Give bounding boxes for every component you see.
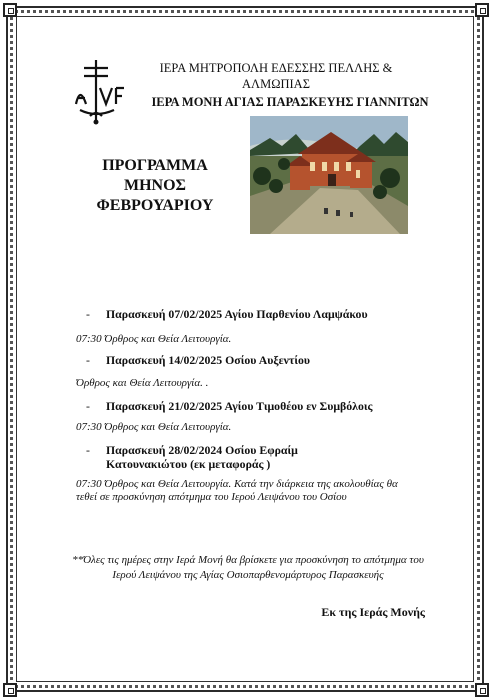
corner-ornament-top-right xyxy=(475,3,489,17)
event-note: 07:30 Όρθρος και Θεία Λειτουργία. xyxy=(76,421,232,433)
list-dash: - xyxy=(86,399,90,413)
signature: Εκ της Ιεράς Μονής xyxy=(321,605,425,619)
list-dash: - xyxy=(86,307,90,321)
monastery-logo xyxy=(70,58,134,128)
monastery-painting xyxy=(250,116,408,234)
title-line-2: ΜΗΝΟΣ xyxy=(123,177,186,194)
monastery-heading: ΙΕΡΑ ΜΟΝΗ ΑΓΙΑΣ ΠΑΡΑΣΚΕΥΗΣ ΓΙΑΝΝΙΤΩΝ xyxy=(151,95,429,109)
list-dash: - xyxy=(86,443,90,457)
event-note: Όρθρος και Θεία Λειτουργία. . xyxy=(76,377,209,389)
event-note: 07:30 Όρθρος και Θεία Λειτουργία. xyxy=(76,333,232,345)
metropolis-heading: ΙΕΡΑ ΜΗΤΡΟΠΟΛΗ ΕΔΕΣΣΗΣ ΠΕΛΛΗΣ & ΑΛΜΩΠΙΑΣ xyxy=(159,61,393,91)
corner-ornament-bottom-right xyxy=(475,683,489,697)
title-line-1: ΠΡΟΓΡΑΜΜΑ xyxy=(102,157,208,174)
corner-ornament-bottom-left xyxy=(3,683,17,697)
title-line-3: ΦΕΒΡΟΥΑΡΙΟΥ xyxy=(96,197,214,214)
event-title: Παρασκευή 28/02/2024 Οσίου Εφραίμ Κατουνακιώτου (εκ μεταφοράς ) xyxy=(106,443,298,471)
page-title xyxy=(80,156,230,216)
footnote: **Όλες τις ημέρες στην Ιερά Μονή θα βρίσκετε για προσκύνηση το απότμημα του Ιερού Λειψάνου της Αγίας Οσιοπαρθενομάρτυρος Παρασκευής xyxy=(72,554,424,581)
list-dash: - xyxy=(86,353,90,367)
event-title: Παρασκευή 21/02/2025 Αγίου Τιμοθέου εν Συμβόλοις xyxy=(106,399,373,413)
corner-ornament-top-left xyxy=(3,3,17,17)
event-title: Παρασκευή 07/02/2025 Αγίου Παρθενίου Λαμψάκου xyxy=(106,307,368,321)
event-title: Παρασκευή 14/02/2025 Οσίου Αυξεντίου xyxy=(106,353,311,367)
event-note: 07:30 Όρθρος και Θεία Λειτουργία. Κατά την διάρκεια της ακολουθίας θα τεθεί σε προσκύνηση απότμημα του Ιερού Λειψάνου του Οσίου xyxy=(76,478,398,503)
